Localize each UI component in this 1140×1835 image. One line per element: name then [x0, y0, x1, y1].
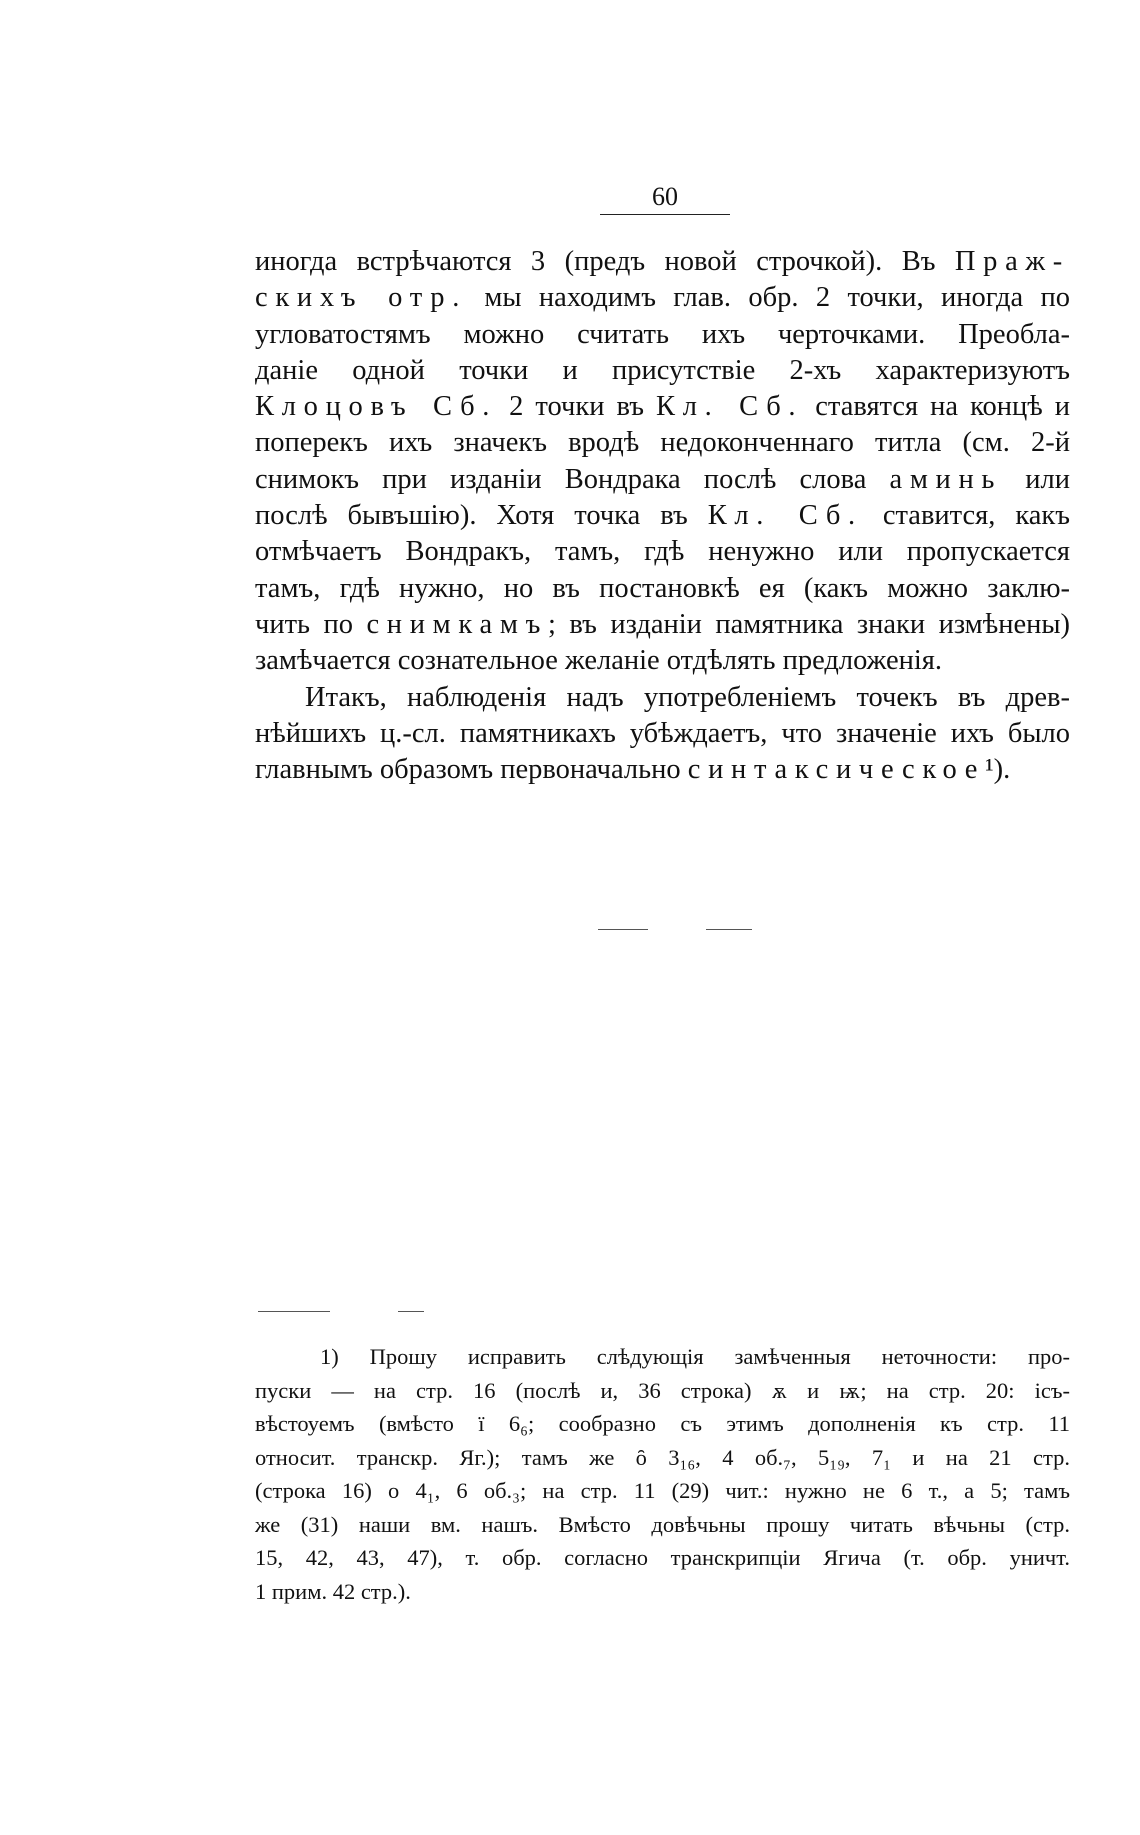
body-line	[255, 389, 1070, 425]
body-line	[255, 534, 1070, 570]
spaced-emphasis: снимкамъ	[366, 608, 549, 640]
text-run: замѣчается сознательное желаніе отдѣлять предложенія.	[255, 645, 943, 677]
body-line	[255, 716, 1070, 752]
body-text	[255, 244, 1070, 788]
spaced-emphasis: Кл. Сб.	[707, 500, 863, 532]
text-run: ставится, какъ	[862, 500, 1070, 532]
text-run: тамъ, гдѣ нужно, но въ постановкѣ ея (какъ можно заклю-	[255, 572, 1070, 604]
body-line	[255, 680, 1070, 716]
body-line	[255, 317, 1070, 353]
footnote-line	[255, 1508, 1070, 1542]
spaced-emphasis: аминь	[889, 463, 1003, 495]
body-line	[255, 462, 1070, 498]
page-number: 60	[600, 182, 730, 215]
text-run: 15, 42, 43, 47), т. обр. согласно транскрипціи Ягича (т. обр. уничт.	[255, 1545, 1070, 1570]
text-run: Итакъ, наблюденія надъ употребленіемъ точекъ въ древ-	[305, 681, 1070, 713]
footnote-line	[255, 1374, 1070, 1408]
spaced-emphasis: Кл. Сб.	[656, 391, 804, 423]
body-line	[255, 244, 1070, 280]
text-run: или	[1002, 463, 1070, 495]
section-divider-right	[706, 929, 752, 930]
body-line	[255, 498, 1070, 534]
text-run: 1) Прошу исправить слѣдующія замѣченныя неточности: про-	[320, 1344, 1070, 1369]
text-run: 1 прим. 42 стр.).	[255, 1578, 411, 1604]
footnote	[255, 1340, 1070, 1608]
footnote-separator	[258, 1311, 330, 1312]
text-run: поперекъ ихъ значекъ вродѣ недоконченнаго титла (см. 2-й	[255, 427, 1070, 459]
section-divider	[598, 929, 648, 930]
text-run: ; въ изданіи памятника знаки измѣнены)	[548, 608, 1070, 640]
body-line	[255, 425, 1070, 461]
text-run: вѣстоуемъ (вмѣсто ї 6₆; сообразно съ этимъ дополненія къ стр. 11	[255, 1411, 1070, 1436]
text-run: отмѣчаетъ Вондракъ, тамъ, гдѣ ненужно или пропускается	[255, 536, 1070, 568]
footnote-line	[255, 1407, 1070, 1441]
footnote-line	[255, 1340, 1070, 1374]
body-line	[255, 280, 1070, 316]
spaced-emphasis: скихъ отр.	[255, 282, 468, 314]
text-run: чить по	[255, 608, 367, 640]
text-run: нѣйшихъ ц.-сл. памятникахъ убѣждаетъ, что значеніе ихъ было	[255, 717, 1070, 749]
footnote-line	[255, 1541, 1070, 1575]
body-line	[255, 353, 1070, 389]
text-run: ставятся на концѣ и	[803, 391, 1070, 423]
body-line	[255, 643, 1070, 679]
text-run: (строка 16) о 4₁, 6 об.₃; на стр. 11 (29) чит.: нужно не 6 т., а 5; тамъ	[255, 1478, 1070, 1503]
text-run: пуски — на стр. 16 (послѣ и, 36 строка) ѫ и ѭ; на стр. 20: ісъ-	[255, 1377, 1070, 1403]
body-line	[255, 752, 1070, 788]
text-run: главнымъ образомъ первоначально	[255, 754, 688, 786]
text-run: угловатостямъ можно считать ихъ черточками. Преобла-	[255, 318, 1070, 350]
text-run: иногда встрѣчаются 3 (предъ новой строчкой). Въ	[255, 246, 955, 277]
text-run: мы находимъ глав. обр. 2 точки, иногда по	[467, 282, 1070, 314]
footnote-line	[255, 1441, 1070, 1475]
body-line	[255, 607, 1070, 643]
text-run: ¹).	[985, 754, 1011, 786]
spaced-emphasis: синтаксическое	[687, 754, 986, 786]
spaced-emphasis: Праж-	[954, 246, 1070, 277]
text-run: даніе одной точки и присутствіе 2-хъ характеризуютъ	[255, 354, 1070, 386]
footnote-line	[255, 1575, 1070, 1609]
text-run: послѣ бывъшію). Хотя точка въ	[255, 500, 708, 532]
footnote-separator-dash	[398, 1311, 424, 1312]
text-run: 2 точки въ	[497, 391, 656, 423]
footnote-line	[255, 1474, 1070, 1508]
spaced-emphasis: Клоцовъ Сб.	[255, 391, 498, 423]
text-run: относит. транскр. Яг.); тамъ же ȏ 3₁₆, 4 об.₇, 5₁₉, 7₁ и на 21 стр.	[255, 1444, 1070, 1470]
text-run: же (31) наши вм. нашъ. Вмѣсто довѣчьны прошу читать вѣчьны (стр.	[255, 1511, 1070, 1537]
text-run: снимокъ при изданіи Вондрака послѣ слова	[255, 463, 890, 495]
body-line	[255, 571, 1070, 607]
